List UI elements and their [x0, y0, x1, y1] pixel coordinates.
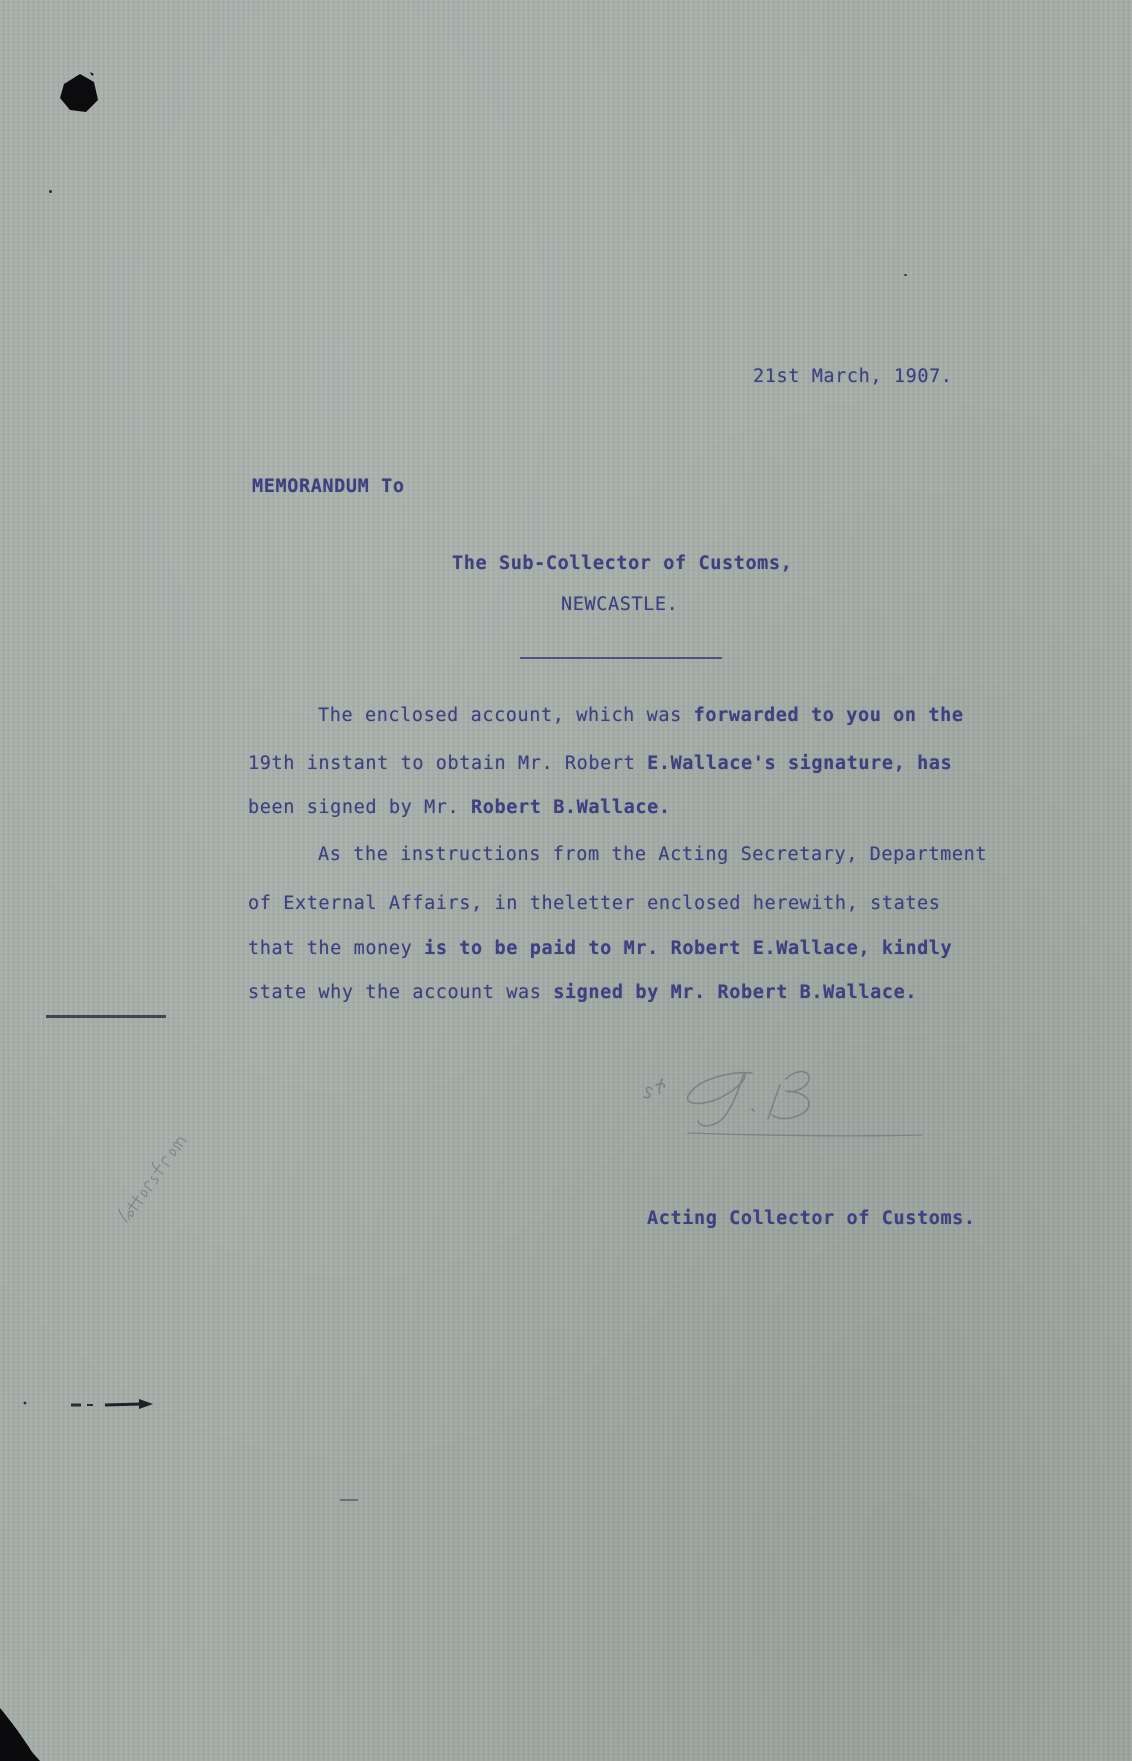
paragraph-1-line-1: [318, 705, 964, 726]
text-run: The enclosed account, which was: [318, 705, 694, 726]
text-run-bold: forwarded to you on the: [693, 705, 964, 726]
addressee-title: The Sub-Collector of Customs,: [452, 553, 793, 574]
paragraph-1-line-3: [248, 797, 671, 818]
paragraph-2-line-4: [248, 982, 917, 1003]
closing-title: Acting Collector of Customs.: [647, 1208, 976, 1229]
text-run-bold: Robert B.Wallace.: [471, 797, 671, 818]
paper-speck: [904, 274, 907, 276]
paragraph-2-line-2: of External Affairs, in theletter enclosed herewith, states: [248, 893, 941, 914]
text-run-bold: is to be paid to Mr. Robert E.Wallace, kindly: [424, 938, 953, 959]
pencil-margin-note: [98, 1118, 218, 1238]
memo-heading: MEMORANDUM To: [252, 476, 405, 497]
text-run: been signed by Mr.: [248, 797, 472, 818]
text-run-bold: signed by Mr. Robert B.Wallace.: [553, 982, 918, 1003]
pencil-signature: [640, 1055, 930, 1145]
separator-rule: [520, 657, 722, 659]
paragraph-1-line-2: [248, 753, 952, 774]
text-run-bold: E.Wallace's signature, has: [647, 753, 953, 774]
text-run: state why the account was: [248, 982, 554, 1003]
margin-dash-mark: [46, 1015, 166, 1018]
paper-speck: [340, 1499, 358, 1501]
margin-arrow-icon: [15, 1395, 175, 1415]
punch-hole-icon: [56, 70, 100, 116]
page-corner-shadow: [0, 1700, 60, 1761]
text-run: 19th instant to obtain Mr. Robert: [248, 753, 648, 774]
text-run: that the money: [248, 938, 425, 959]
paragraph-2-line-3: [248, 938, 952, 959]
paper-speck: [49, 190, 52, 193]
addressee-place: NEWCASTLE.: [561, 594, 679, 615]
paragraph-2-line-1: As the instructions from the Acting Secretary, Department: [318, 844, 988, 865]
memo-date: 21st March, 1907.: [753, 366, 953, 387]
